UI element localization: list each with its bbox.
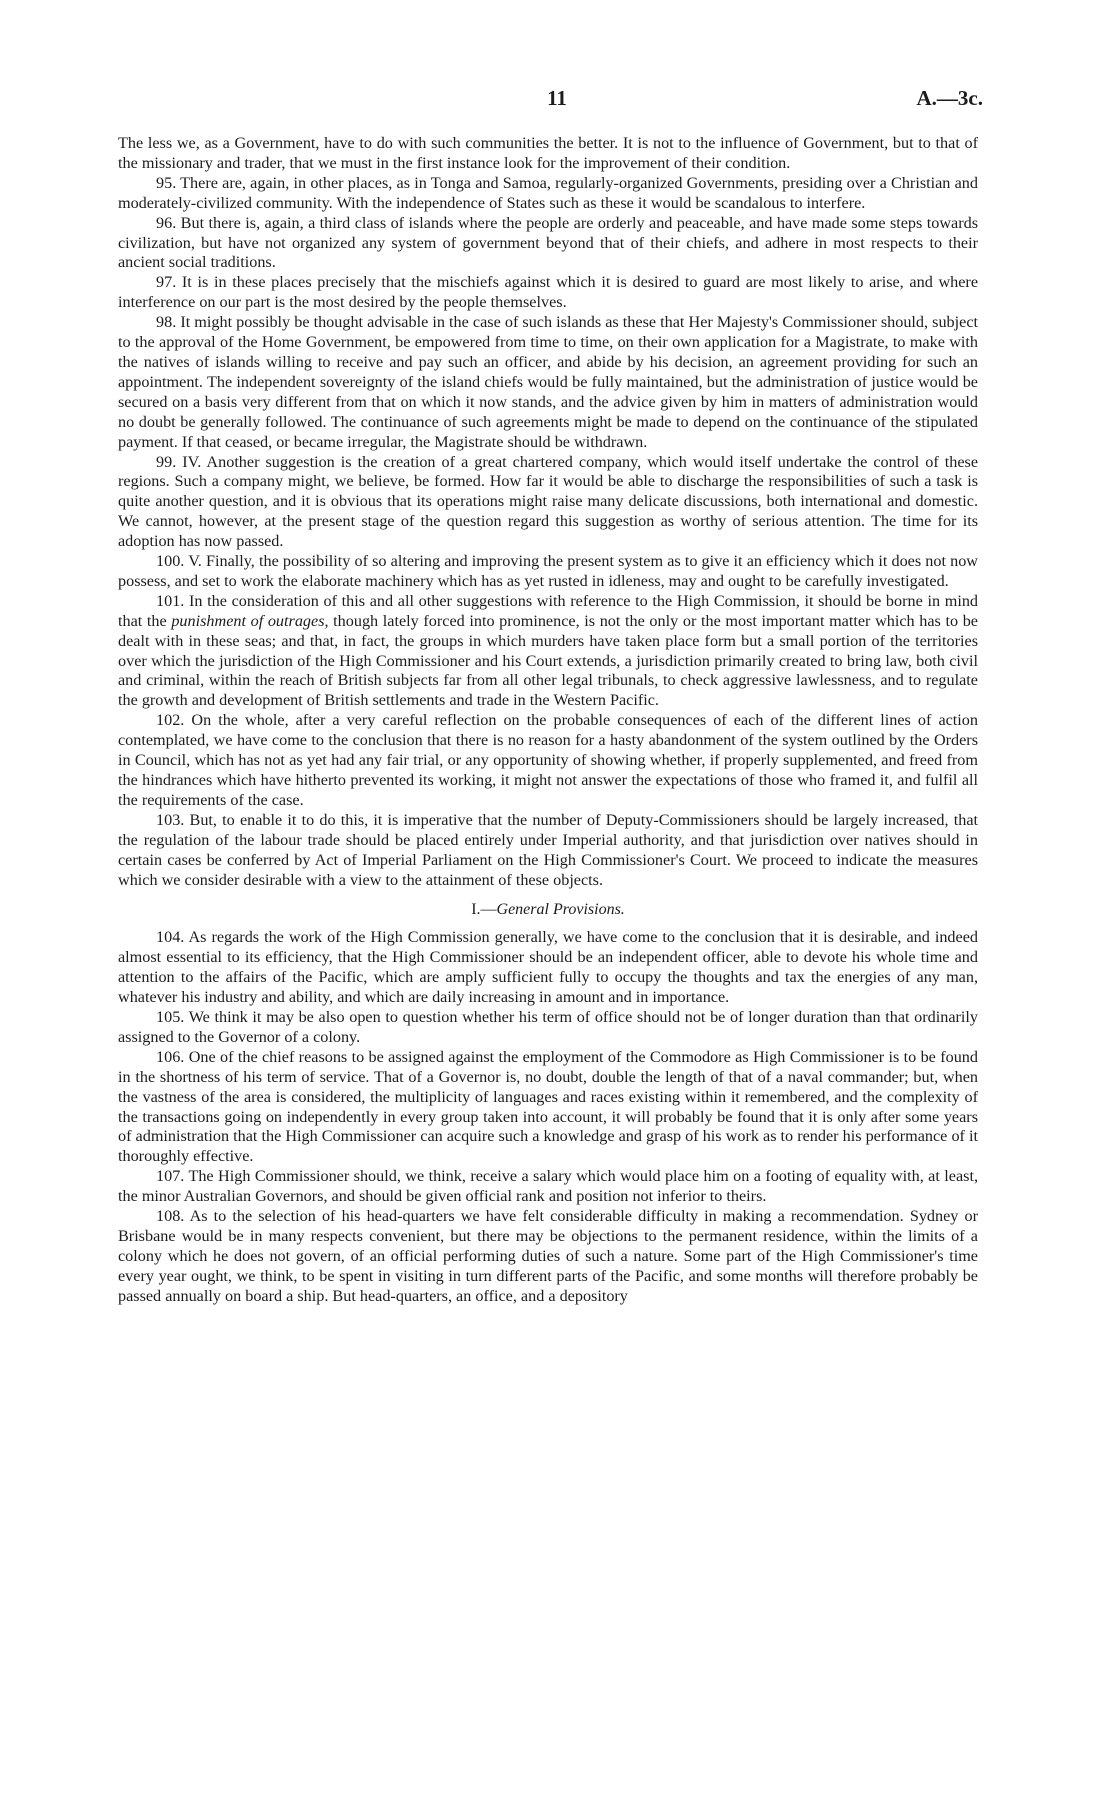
paragraph-106 [118,1048,978,1167]
paragraph-text: There are, again, in other places, as in Tonga and Samoa, regularly-organized Governments, presiding over a Christian and moderately-civilized community. With the independence of States such as these it would be scandalous to interfere. [118,173,978,212]
paragraph-98 [118,313,978,452]
paragraph-99 [118,453,978,553]
paragraph-text: IV. Another suggestion is the creation of a great chartered company, which would itself undertake the control of these regions. Such a company might, we believe, be formed. How far it would be able to discharge the responsibilities of such a task is quite another question, and it is obvious that its operations might raise many delicate discussions, both international and domestic. We cannot, however, at the present stage of the question regard this suggestion as worthy of serious attention. The time for its adoption has now passed. [118,452,979,551]
paragraph-100 [118,552,978,592]
section-heading [118,900,978,920]
paragraph-108 [118,1207,978,1307]
paragraph-text: As to the selection of his head-quarters we have felt considerable difficulty in making a recommendation. Sydney or Brisbane would be in many respects convenient, but there may be objections to the permanent residence, within the limits of a colony which he does not govern, of an official performing duties of such a nature. Some part of the High Commissioner's time every year ought, we think, to be spent in visiting in turn different parts of the Pacific, and some months will therefore probably be passed annually on board a ship. But head-quarters, an office, and a depository [118,1207,978,1305]
paragraph-103 [118,811,978,891]
page-number: 11 [547,86,567,110]
paragraph [118,134,978,174]
paragraph-102 [118,711,978,811]
paragraph-italic-text: punishment of outrages [171,611,325,630]
paragraph-number: 100. [156,552,185,571]
paragraph-number: 95. [156,173,177,192]
paragraph-101 [118,592,978,711]
paragraph-107 [118,1167,978,1207]
page-header [0,86,1114,112]
paragraph-number: 101. [156,591,185,610]
paragraph-text: As regards the work of the High Commission generally, we have come to the conclusion that it is desirable, and indeed almost essential to its efficiency, that the High Commissioner should be an independent officer, able to devote his whole time and attention to the affairs of the Pacific, which are amply sufficient fully to occupy the thoughts and tax the energies of any man, whatever his industry and ability, and which are daily increasing in amount and in importance. [118,928,978,1007]
paragraph-number: 96. [156,213,177,232]
paragraph-text: One of the chief reasons to be assigned against the employment of the Commodore as High Commissioner is to be found in the shortness of his term of service. That of a Governor is, no doubt, double the length of that of a naval commander; but, when the vastness of the area is considered, the multiplicity of languages and races existing within it remembered, and the complexity of the transactions going on independently in every group taken into account, it will probably be found that it is only after some years of administration that the High Commissioner can acquire such a knowledge and grasp of his work as to render his performance of it thoroughly effective. [118,1047,978,1166]
paragraph-96 [118,214,978,274]
paragraph-text: We think it may be also open to question whether his term of office should not be of longer duration than that ordinarily assigned to the Governor of a colony. [118,1007,978,1046]
paragraph-105 [118,1008,978,1048]
document-reference: A.—3c. [916,86,983,110]
paragraph-text: The High Commissioner should, we think, receive a salary which would place him on a footing of equality with, at least, the minor Australian Governors, and should be given official rank and position not inferior to theirs. [118,1167,978,1206]
paragraph-number: 104. [156,928,185,947]
section-numeral: I.— [471,901,497,919]
paragraph-number: 99. [156,452,177,471]
paragraph-104 [118,928,978,1008]
paragraph-number: 105. [156,1007,185,1026]
paragraph-number: 107. [156,1167,185,1186]
paragraph-text: It might possibly be thought advisable in the case of such islands as these that Her Majesty's Commissioner should, subject to the approval of the Home Government, be empowered from time to time, on their own application for a Magistrate, to make with the natives of islands willing to receive and pay such an officer, and abide by his decision, an agreement providing for such an appointment. The independent sovereignty of the island chiefs would be fully maintained, but the administration of justice would be secured on a basis very different from that on which it now stands, and the advice given by him in matters of administration would no doubt be generally followed. The continuance of such agreements might be made to depend on the continuance of the stipulated payment. If that ceased, or became irregular, the Magistrate should be withdrawn. [118,313,979,451]
paragraph-number: 106. [156,1047,185,1066]
paragraph-text: , though lately forced into prominence, is not the only or the most important matter which has to be dealt with in these seas; and that, in fact, the groups in which murders have taken place form but a small portion of the territories over which the jurisdiction of the High Commissioner and his Court extends, a jurisdiction primarily created to bring law, both civil and criminal, within the reach of British subjects far from all other legal tribunals, to check aggressive lawlessness, and to regulate the growth and development of British settlements and trade in the Western Pacific. [118,611,978,710]
section-title: General Provisions. [496,901,625,919]
paragraph-number: 108. [156,1207,185,1226]
paragraph-number: 103. [156,810,185,829]
paragraph-text: But, to enable it to do this, it is imperative that the number of Deputy-Commissioners should be largely increased, that the regulation of the labour trade should be placed entirely under Imperial authority, and that jurisdiction over natives should in certain cases be conferred by Act of Imperial Parliament on the High Commissioner's Court. We proceed to indicate the measures which we consider desirable with a view to the attainment of these objects. [118,810,978,889]
paragraph-text: On the whole, after a very careful reflection on the probable consequences of each of the different lines of action contemplated, we have come to the conclusion that there is no reason for a hasty abandonment of the system outlined by the Orders in Council, which has not as yet had any fair trial, or any opportunity of showing whether, if properly supplemented, and freed from the hindrances which have hitherto prevented its working, it might not answer the expectations of those who framed it, and fulfil all the requirements of the case. [118,711,978,809]
body-text [118,134,978,1307]
paragraph-97 [118,273,978,313]
paragraph-95 [118,174,978,214]
paragraph-text: It is in these places precisely that the mischiefs against which it is desired to guard are most likely to arise, and where interference on our part is the most desired by the people themselves. [118,273,979,312]
paragraph-number: 98. [156,313,177,332]
paragraph-text: V. Finally, the possibility of so altering and improving the present system as to give it an efficiency which it does not now possess, and set to work the elaborate machinery which has as yet rusted in idleness, may and ought to be carefully investigated. [118,552,978,590]
paragraph-text: In the consideration of this and all other suggestions with reference to the High Commission, it should be borne in mind that the [118,591,979,630]
paragraph-text: The less we, as a Government, have to do with such communities the better. It is not to the influence of Government, but to that of the missionary and trader, that we must in the first instance look for the improvement of their condition. [118,134,978,172]
paragraph-number: 102. [156,711,185,730]
paragraph-number: 97. [156,273,177,292]
paragraph-text: But there is, again, a third class of islands where the people are orderly and peaceable, and have made some steps towards civilization, but have not organized any system of government beyond that of their chiefs, and adhere in most respects to their ancient social traditions. [118,213,979,272]
